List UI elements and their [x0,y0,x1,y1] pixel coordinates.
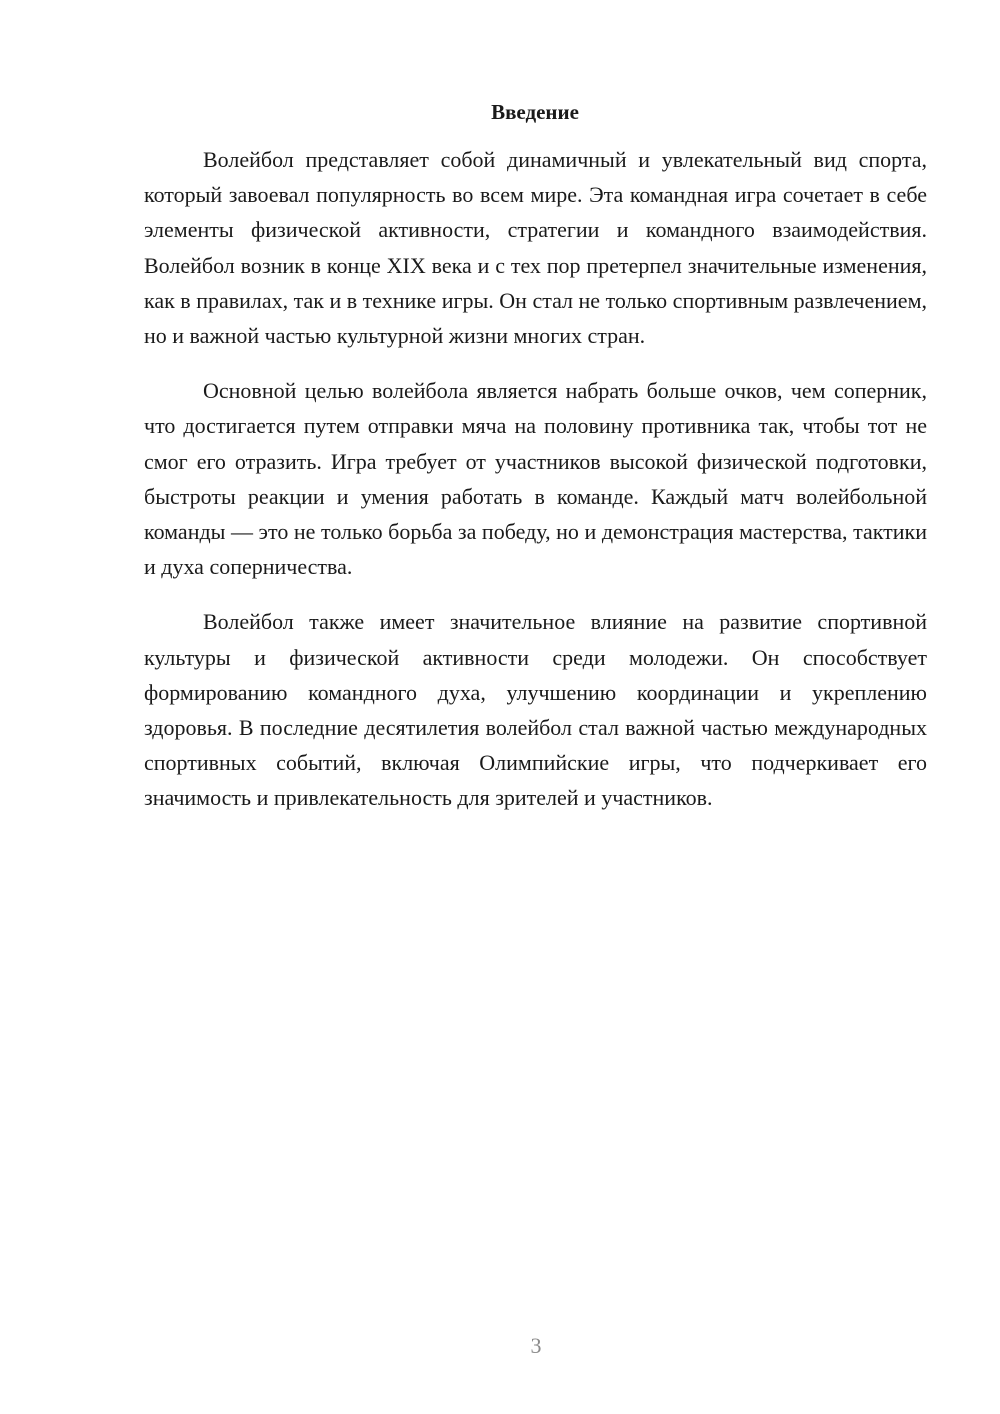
paragraph-1: Волейбол представляет собой динамичный и увлекательный вид спорта, который завоевал популярность во всем мире. Эта командная игра сочетает в себе элементы физической активности, стратегии и командного взаимодействия. Волейбол возник в конце XIX века и с тех пор претерпел значительные изменения, как в правилах, так и в технике игры. Он стал не только спортивным развлечением, но и важной частью культурной жизни многих стран. [144,147,927,349]
document-body [144,142,927,836]
page-number: 3 [530,1333,542,1358]
section-title: Введение [491,100,579,124]
paragraph-3: Волейбол также имеет значительное влияние на развитие спортивной культуры и физической активности среди молодежи. Он способствует формированию командного духа, улучшению координации и укреплению здоровья. В последние десятилетия волейбол стал важной частью международных спортивных событий, включая Олимпийские игры, что подчеркивает его значимость и привлекательность для зрителей и участников. [144,609,927,811]
paragraph-2: Основной целью волейбола является набрать больше очков, чем соперник, что достигается путем отправки мяча на половину противника так, чтобы тот не смог его отразить. Игра требует от участников высокой физической подготовки, быстроты реакции и умения работать в команде. Каждый матч волейбольной команды — это не только борьба за победу, но и демонстрация мастерства, тактики и духа соперничества. [144,378,927,580]
